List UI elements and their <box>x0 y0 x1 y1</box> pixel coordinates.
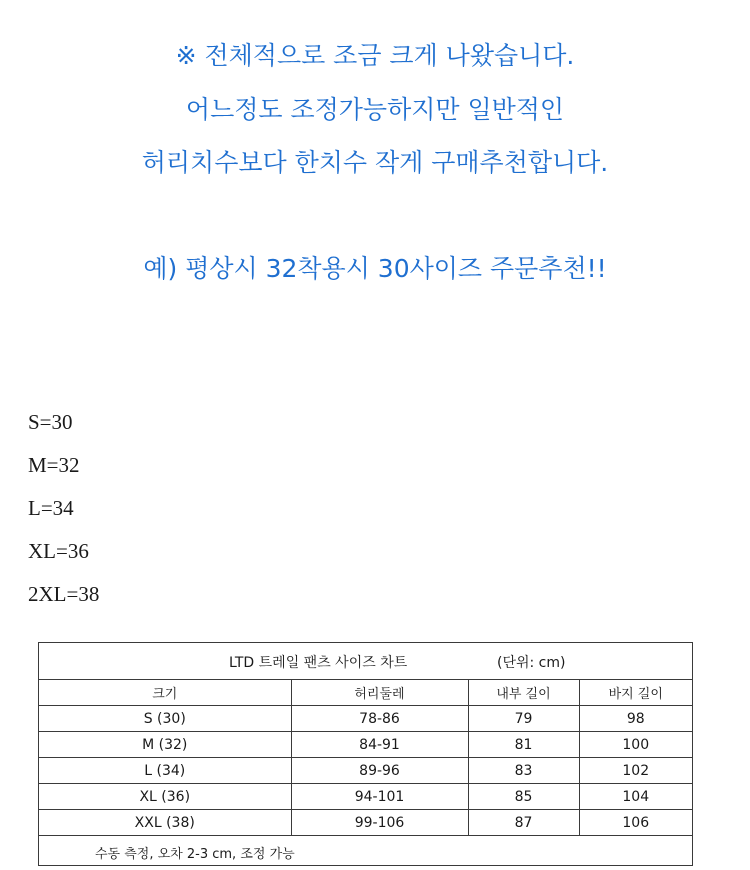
measurement-note: 수동 측정, 오차 2-3 cm, 조정 가능 <box>95 847 295 862</box>
notice-example-line: 예) 평상시 32착용시 30사이즈 주문추천!! <box>143 254 607 283</box>
table-cell: 85 <box>468 784 579 810</box>
table-row <box>39 810 692 836</box>
table-cell: 87 <box>468 810 579 836</box>
table-cell: XL (36) <box>39 784 291 810</box>
table-row <box>39 758 692 784</box>
column-header: 내부 길이 <box>468 680 579 706</box>
table-cell: 81 <box>468 732 579 758</box>
notice-line: ※ 전체적으로 조금 크게 나왔습니다. <box>175 41 575 70</box>
table-cell: 79 <box>468 706 579 732</box>
table-cell: 102 <box>579 758 692 784</box>
size-chart-unit: (단위: cm) <box>497 655 566 671</box>
table-row <box>39 732 692 758</box>
size-mapping-list <box>28 404 99 619</box>
table-cell: L (34) <box>39 758 291 784</box>
size-chart <box>38 642 693 866</box>
table-cell: 83 <box>468 758 579 784</box>
column-header: 바지 길이 <box>579 680 692 706</box>
table-cell: 89-96 <box>291 758 468 784</box>
table-cell: S (30) <box>39 706 291 732</box>
table-header-row <box>39 680 692 706</box>
notice-line: 어느정도 조정가능하지만 일반적인 <box>185 95 565 124</box>
table-cell: XXL (38) <box>39 810 291 836</box>
table-cell: 99-106 <box>291 810 468 836</box>
column-header: 크기 <box>39 680 291 706</box>
table-cell: 100 <box>579 732 692 758</box>
size-mapping-item: XL=36 <box>28 539 89 563</box>
size-mapping-item: S=30 <box>28 410 73 434</box>
size-chart-header <box>39 643 692 680</box>
table-cell: M (32) <box>39 732 291 758</box>
size-mapping-item: 2XL=38 <box>28 582 100 606</box>
table-row <box>39 784 692 810</box>
size-mapping-item: L=34 <box>28 496 74 520</box>
column-header: 허리둘레 <box>291 680 468 706</box>
table-cell: 94-101 <box>291 784 468 810</box>
table-cell: 78-86 <box>291 706 468 732</box>
notice-line: 허리치수보다 한치수 작게 구매추천합니다. <box>141 148 609 177</box>
table-cell: 106 <box>579 810 692 836</box>
table-row <box>39 706 692 732</box>
size-table <box>39 680 692 836</box>
table-cell: 104 <box>579 784 692 810</box>
table-cell: 98 <box>579 706 692 732</box>
size-chart-title: LTD 트레일 팬츠 사이즈 차트 <box>229 655 408 671</box>
table-cell: 84-91 <box>291 732 468 758</box>
size-mapping-item: M=32 <box>28 453 80 477</box>
